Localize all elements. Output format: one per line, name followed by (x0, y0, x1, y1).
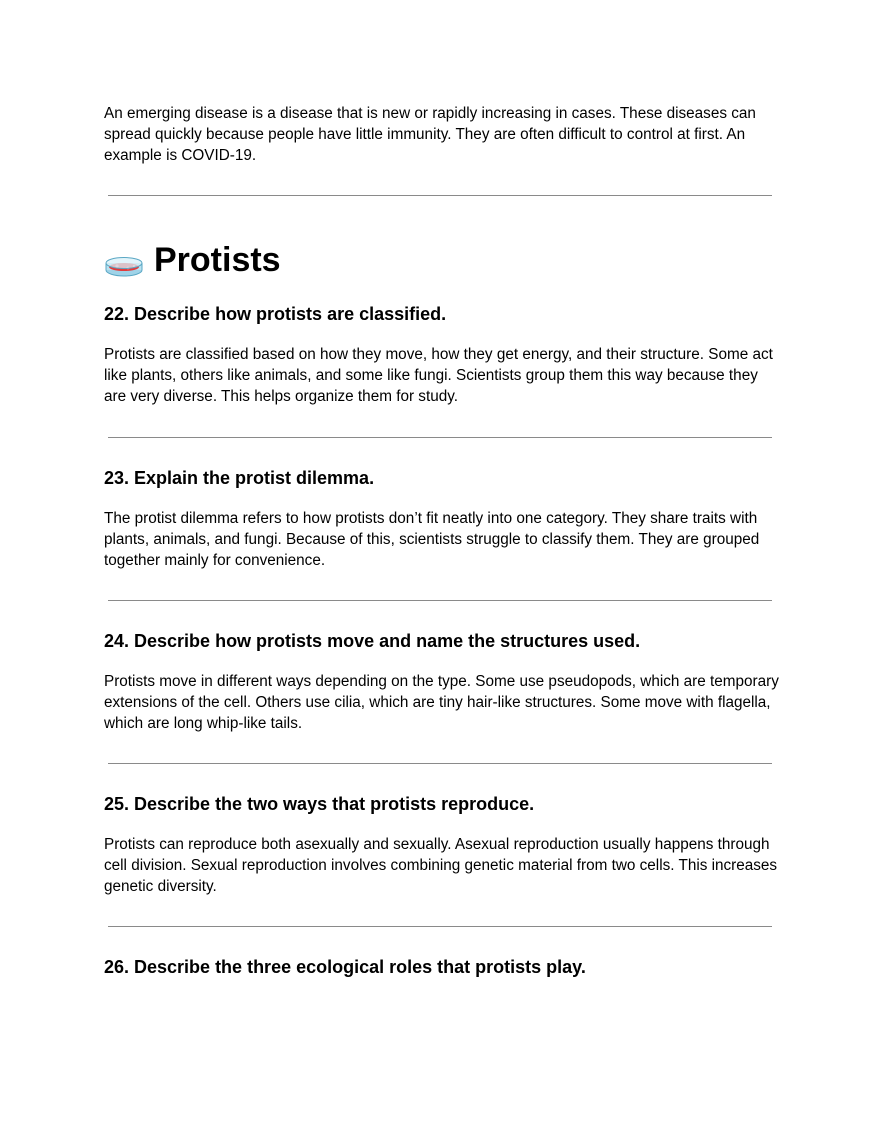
question-heading: 22. Describe how protists are classified. (104, 304, 447, 324)
petri-dish-icon (104, 251, 144, 277)
answer-paragraph: The protist dilemma refers to how protists don’t fit neatly into one category. They share traits with plants, animals, and fungi. Because of this, scientists struggle to classify them. They are grouped together mainly for convenience. (104, 510, 760, 569)
divider (108, 763, 772, 764)
divider (108, 437, 772, 438)
divider (108, 926, 772, 927)
intro-paragraph: An emerging disease is a disease that is new or rapidly increasing in cases. These diseases can spread quickly because people have little immunity. They are often difficult to control at first. An example is COVID-19. (104, 105, 756, 164)
section-header (104, 238, 281, 282)
answer-paragraph: Protists can reproduce both asexually and sexually. Asexual reproduction usually happens through cell division. Sexual reproduction involves combining genetic material from two cells. This increases genetic diversity. (104, 836, 778, 895)
section-title: Protists (154, 241, 281, 279)
divider (108, 195, 772, 196)
question-heading: 25. Describe the two ways that protists reproduce. (104, 794, 535, 814)
question-heading: 23. Explain the protist dilemma. (104, 468, 375, 488)
question-heading: 24. Describe how protists move and name the structures used. (104, 631, 641, 651)
answer-paragraph: Protists are classified based on how they move, how they get energy, and their structure. Some act like plants, others like animals, and some like fungi. Scientists group them this way because they are very diverse. This helps organize them for study. (104, 346, 773, 405)
question-heading: 26. Describe the three ecological roles that protists play. (104, 957, 586, 977)
answer-paragraph: Protists move in different ways depending on the type. Some use pseudopods, which are temporary extensions of the cell. Others use cilia, which are tiny hair-like structures. Some move with flagella, which are long whip-like tails. (104, 673, 779, 732)
divider (108, 600, 772, 601)
